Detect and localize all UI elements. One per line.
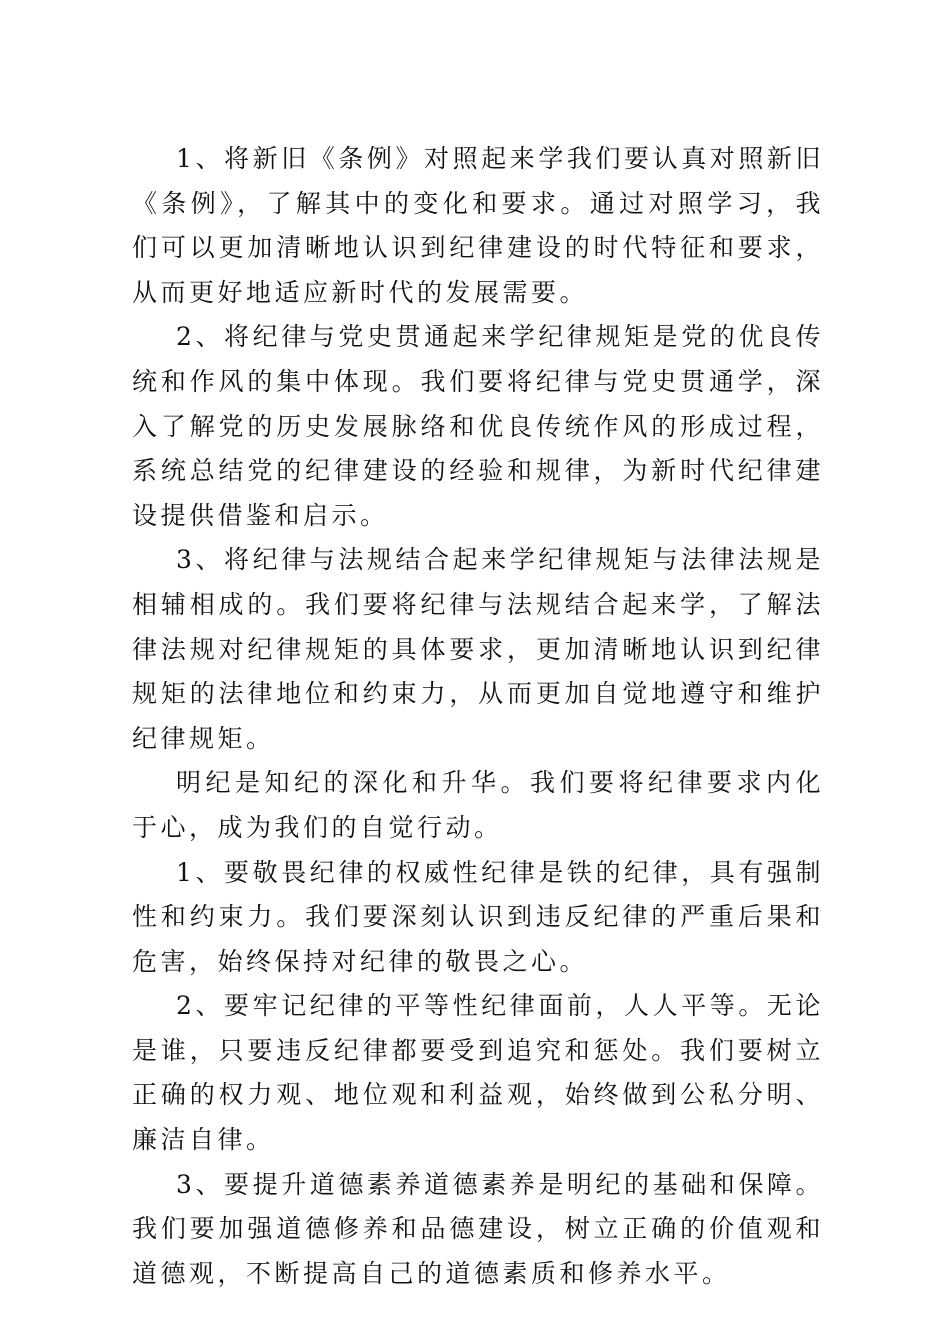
paragraph-5: 1、要敬畏纪律的权威性纪律是铁的纪律，具有强制性和约束力。我们要深刻认识到违反纪律的严重后果和危害，始终保持对纪律的敬畏之心。 [132,857,824,976]
paragraph-2: 2、将纪律与党史贯通起来学纪律规矩是党的优良传统和作风的集中体现。我们要将纪律与党史贯通学，深入了解党的历史发展脉络和优良传统作风的形成过程，系统总结党的纪律建设的经验和规律，为新时代纪律建设提供借鉴和启示。 [132,322,824,530]
paragraph-7: 3、要提升道德素养道德素养是明纪的基础和保障。我们要加强道德修养和品德建设，树立正确的价值观和道德观，不断提高自己的道德素质和修养水平。 [132,1169,824,1288]
paragraph-1: 1、将新旧《条例》对照起来学我们要认真对照新旧《条例》，了解其中的变化和要求。通过对照学习，我们可以更加清晰地认识到纪律建设的时代特征和要求，从而更好地适应新时代的发展需要。 [132,144,824,307]
paragraph-6: 2、要牢记纪律的平等性纪律面前，人人平等。无论是谁，只要违反纪律都要受到追究和惩处。我们要树立正确的权力观、地位观和利益观，始终做到公私分明、廉洁自律。 [132,991,824,1155]
document-body [132,137,824,1296]
paragraph-4: 明纪是知纪的深化和升华。我们要将纪律要求内化于心，成为我们的自觉行动。 [132,768,824,842]
paragraph-3: 3、将纪律与法规结合起来学纪律规矩与法律法规是相辅相成的。我们要将纪律与法规结合起来学，了解法律法规对纪律规矩的具体要求，更加清晰地认识到纪律规矩的法律地位和约束力，从而更加自觉地遵守和维护纪律规矩。 [132,545,824,753]
